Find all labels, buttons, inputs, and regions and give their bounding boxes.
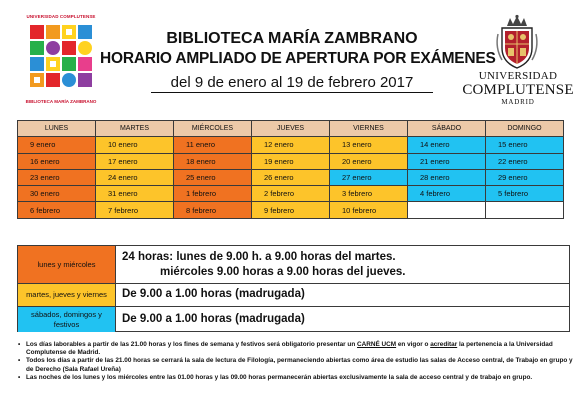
opening-hours-table xyxy=(17,245,570,332)
library-logo xyxy=(20,14,102,106)
note-item xyxy=(18,374,576,382)
calendar-week-row xyxy=(18,169,564,185)
calendar-day-cell xyxy=(408,202,486,218)
library-mosaic-logo-icon xyxy=(24,21,98,97)
day-header: LUNES xyxy=(18,121,96,137)
calendar-day-cell: 25 enero xyxy=(174,169,252,185)
calendar-day-cell: 10 enero xyxy=(96,137,174,153)
calendar-day-cell: 27 enero xyxy=(330,169,408,185)
note-text: en vigor o xyxy=(396,341,431,348)
calendar-day-cell xyxy=(486,202,564,218)
calendar-day-cell: 9 enero xyxy=(18,137,96,153)
calendar-day-cell: 8 febrero xyxy=(174,202,252,218)
calendar-day-cell: 5 febrero xyxy=(486,186,564,202)
calendar-day-cell: 7 febrero xyxy=(96,202,174,218)
note-item xyxy=(18,341,576,357)
library-logo-bottom-text: BIBLIOTECA MARÍA ZAMBRANO xyxy=(25,99,97,104)
day-header: JUEVES xyxy=(252,121,330,137)
calendar-day-cell: 14 enero xyxy=(408,137,486,153)
calendar-day-cell: 28 enero xyxy=(408,169,486,185)
notes-list xyxy=(18,341,576,382)
note-emphasis: CARNÉ UCM xyxy=(357,341,397,348)
calendar-day-cell: 6 febrero xyxy=(18,202,96,218)
calendar-day-cell: 18 enero xyxy=(174,153,252,169)
ucm-logo xyxy=(462,14,574,106)
calendar-week-row xyxy=(18,137,564,153)
ucm-logo-line1: UNIVERSIDAD xyxy=(478,70,558,82)
note-text: Los días laborables a partir de las 21.00 horas y los fines de semana y festivos será obligatorio presentar un xyxy=(26,341,358,348)
day-header: VIERNES xyxy=(330,121,408,137)
calendar-day-cell: 1 febrero xyxy=(174,186,252,202)
note-item xyxy=(18,357,576,373)
calendar-week-row xyxy=(18,186,564,202)
calendar-day-cell: 12 enero xyxy=(252,137,330,153)
hours-row-text: De 9.00 a 1.00 horas (madrugada) xyxy=(122,313,305,325)
date-range: del 9 de enero al 19 de febrero 2017 xyxy=(151,74,433,93)
calendar-day-cell: 31 enero xyxy=(96,186,174,202)
note-text: Las noches de los lunes y los miércoles entre las 01.00 horas y las 09.00 horas permanecerán abiertas exclusivamente la sala de acceso central y de trabajo en grupo. xyxy=(26,373,533,381)
page-subtitle: HORARIO AMPLIADO DE APERTURA POR EXÁMENES xyxy=(100,50,496,67)
hours-row-label: lunes y miércoles xyxy=(18,246,116,283)
hours-row xyxy=(18,283,569,306)
hours-row-text: miércoles 9.00 horas a 9.00 horas del jueves. xyxy=(160,266,406,278)
calendar-day-cell: 2 febrero xyxy=(252,186,330,202)
calendar-day-cell: 20 enero xyxy=(330,153,408,169)
university-crest-icon xyxy=(494,14,540,70)
calendar-day-cell: 16 enero xyxy=(18,153,96,169)
page-title: BIBLIOTECA MARÍA ZAMBRANO xyxy=(166,30,418,47)
calendar-header-row xyxy=(18,121,564,137)
calendar-day-cell: 30 enero xyxy=(18,186,96,202)
note-emphasis: acreditar xyxy=(430,341,458,348)
note-text: Todos los días a partir de las 21.00 horas se cerrará la sala de lectura de Filología, permaneciendo abiertas como área de estudio las salas de Acceso central, de Trabajo en grupo y de Derecho (Sala Rafael Ureña) xyxy=(26,357,573,373)
calendar-day-cell: 15 enero xyxy=(486,137,564,153)
calendar-day-cell: 11 enero xyxy=(174,137,252,153)
hours-row-label: sábados, domingos y festivos xyxy=(18,307,116,332)
hours-row-label: martes, jueves y viernes xyxy=(18,284,116,306)
schedule-calendar xyxy=(17,120,564,219)
day-header: MIÉRCOLES xyxy=(174,121,252,137)
calendar-day-cell: 3 febrero xyxy=(330,186,408,202)
calendar-day-cell: 22 enero xyxy=(486,153,564,169)
calendar-day-cell: 9 febrero xyxy=(252,202,330,218)
calendar-day-cell: 29 enero xyxy=(486,169,564,185)
day-header: MARTES xyxy=(96,121,174,137)
calendar-day-cell: 21 enero xyxy=(408,153,486,169)
calendar-week-row xyxy=(18,202,564,218)
calendar-day-cell: 23 enero xyxy=(18,169,96,185)
calendar-week-row xyxy=(18,153,564,169)
hours-row xyxy=(18,306,569,332)
ucm-logo-line3: MADRID xyxy=(501,98,535,106)
hours-row-text: De 9.00 a 1.00 horas (madrugada) xyxy=(122,288,305,300)
calendar-day-cell: 19 enero xyxy=(252,153,330,169)
calendar-day-cell: 13 enero xyxy=(330,137,408,153)
hours-row xyxy=(18,246,569,283)
calendar-day-cell: 10 febrero xyxy=(330,202,408,218)
calendar-day-cell: 17 enero xyxy=(96,153,174,169)
calendar-day-cell: 26 enero xyxy=(252,169,330,185)
ucm-logo-line2: COMPLUTENSE xyxy=(462,82,574,98)
hours-row-text: 24 horas: lunes de 9.00 h. a 9.00 horas del martes. xyxy=(122,251,396,263)
day-header: DOMINGO xyxy=(486,121,564,137)
calendar-day-cell: 4 febrero xyxy=(408,186,486,202)
library-logo-top-text: UNIVERSIDAD COMPLUTENSE xyxy=(26,14,96,19)
day-header: SÁBADO xyxy=(408,121,486,137)
note-text: la pertenencia a la Universidad Complutense de Madrid. xyxy=(26,341,553,357)
calendar-day-cell: 24 enero xyxy=(96,169,174,185)
